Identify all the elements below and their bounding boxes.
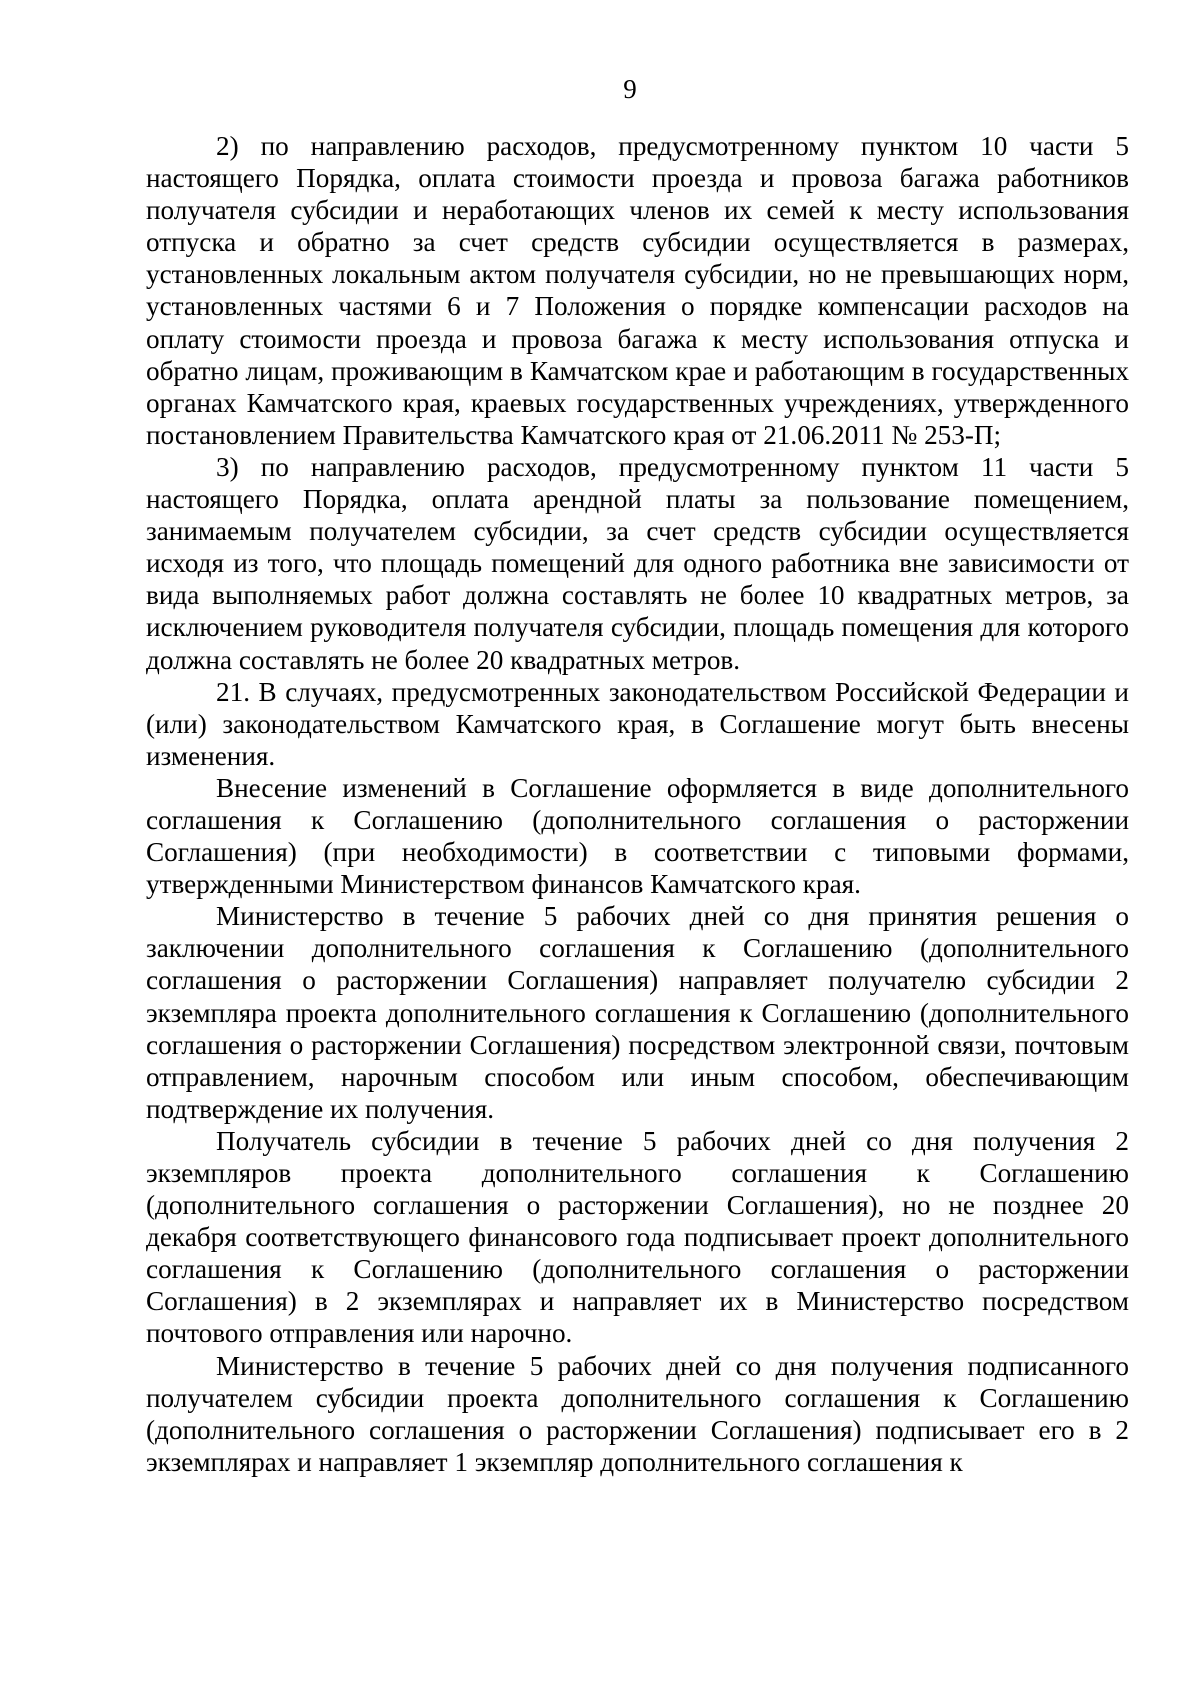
paragraph-item-3: 3) по направлению расходов, предусмотренному пунктом 11 части 5 настоящего Порядка, оплата арендной платы за пользование помещением, занимаемым получателем субсидии, за счет средств субсидии осуществляется исходя из того, что площадь помещений для одного работника вне зависимости от вида выполняемых работ должна составлять не более 10 квадратных метров, за исключением руководителя получателя субсидии, площадь помещения для которого должна составлять не более 20 квадратных метров. [146, 451, 1129, 675]
paragraph-recipient-signs: Получатель субсидии в течение 5 рабочих дней со дня получения 2 экземпляров проекта дополнительного соглашения к Соглашению (дополнительного соглашения о расторжении Соглашения), но не позднее 20 декабря соответствующего финансового года подписывает проект дополнительного соглашения к Соглашению (дополнительного соглашения о расторжении Соглашения) в 2 экземплярах и направляет их в Министерство посредством почтового отправления или нарочно. [146, 1125, 1129, 1349]
paragraph-item-2: 2) по направлению расходов, предусмотренному пунктом 10 части 5 настоящего Порядка, оплата стоимости проезда и провоза багажа работников получателя субсидии и неработающих членов их семей к месту использования отпуска и обратно за счет средств субсидии осуществляется в размерах, установленных локальным актом получателя субсидии, но не превышающих норм, установленных частями 6 и 7 Положения о порядке компенсации расходов на оплату стоимости проезда и провоза багажа к месту использования отпуска и обратно лицам, проживающим в Камчатском крае и работающим в государственных органах Камчатского края, краевых государственных учреждениях, утвержденного постановлением Правительства Камчатского края от 21.06.2011 № 253-П; [146, 131, 1129, 450]
paragraph-ministry-signs: Министерство в течение 5 рабочих дней со дня получения подписанного получателем субсидии проекта дополнительного соглашения к Соглашению (дополнительного соглашения о расторжении Соглашения) подписывает его в 2 экземплярах и направляет 1 экземпляр дополнительного соглашения к [146, 1350, 1129, 1477]
paragraph-ministry-sends-draft: Министерство в течение 5 рабочих дней со дня принятия решения о заключении дополнительного соглашения к Соглашению (дополнительного соглашения о расторжении Соглашения) направляет получателю субсидии 2 экземпляра проекта дополнительного соглашения к Соглашению (дополнительного соглашения о расторжении Соглашения) посредством электронной связи, почтовым отправлением, нарочным способом или иным способом, обеспечивающим подтверждение их получения. [146, 901, 1129, 1124]
paragraph-section-21: 21. В случаях, предусмотренных законодательством Российской Федерации и (или) законодательством Камчатского края, в Соглашение могут быть внесены изменения. [146, 676, 1129, 771]
document-body [146, 130, 1129, 1478]
page-number: 9 [623, 74, 637, 104]
paragraph-amendment-form: Внесение изменений в Соглашение оформляется в виде дополнительного соглашения к Соглашению (дополнительного соглашения о расторжении Соглашения) (при необходимости) в соответствии с типовыми формами, утвержденными Министерством финансов Камчатского края. [146, 772, 1129, 900]
